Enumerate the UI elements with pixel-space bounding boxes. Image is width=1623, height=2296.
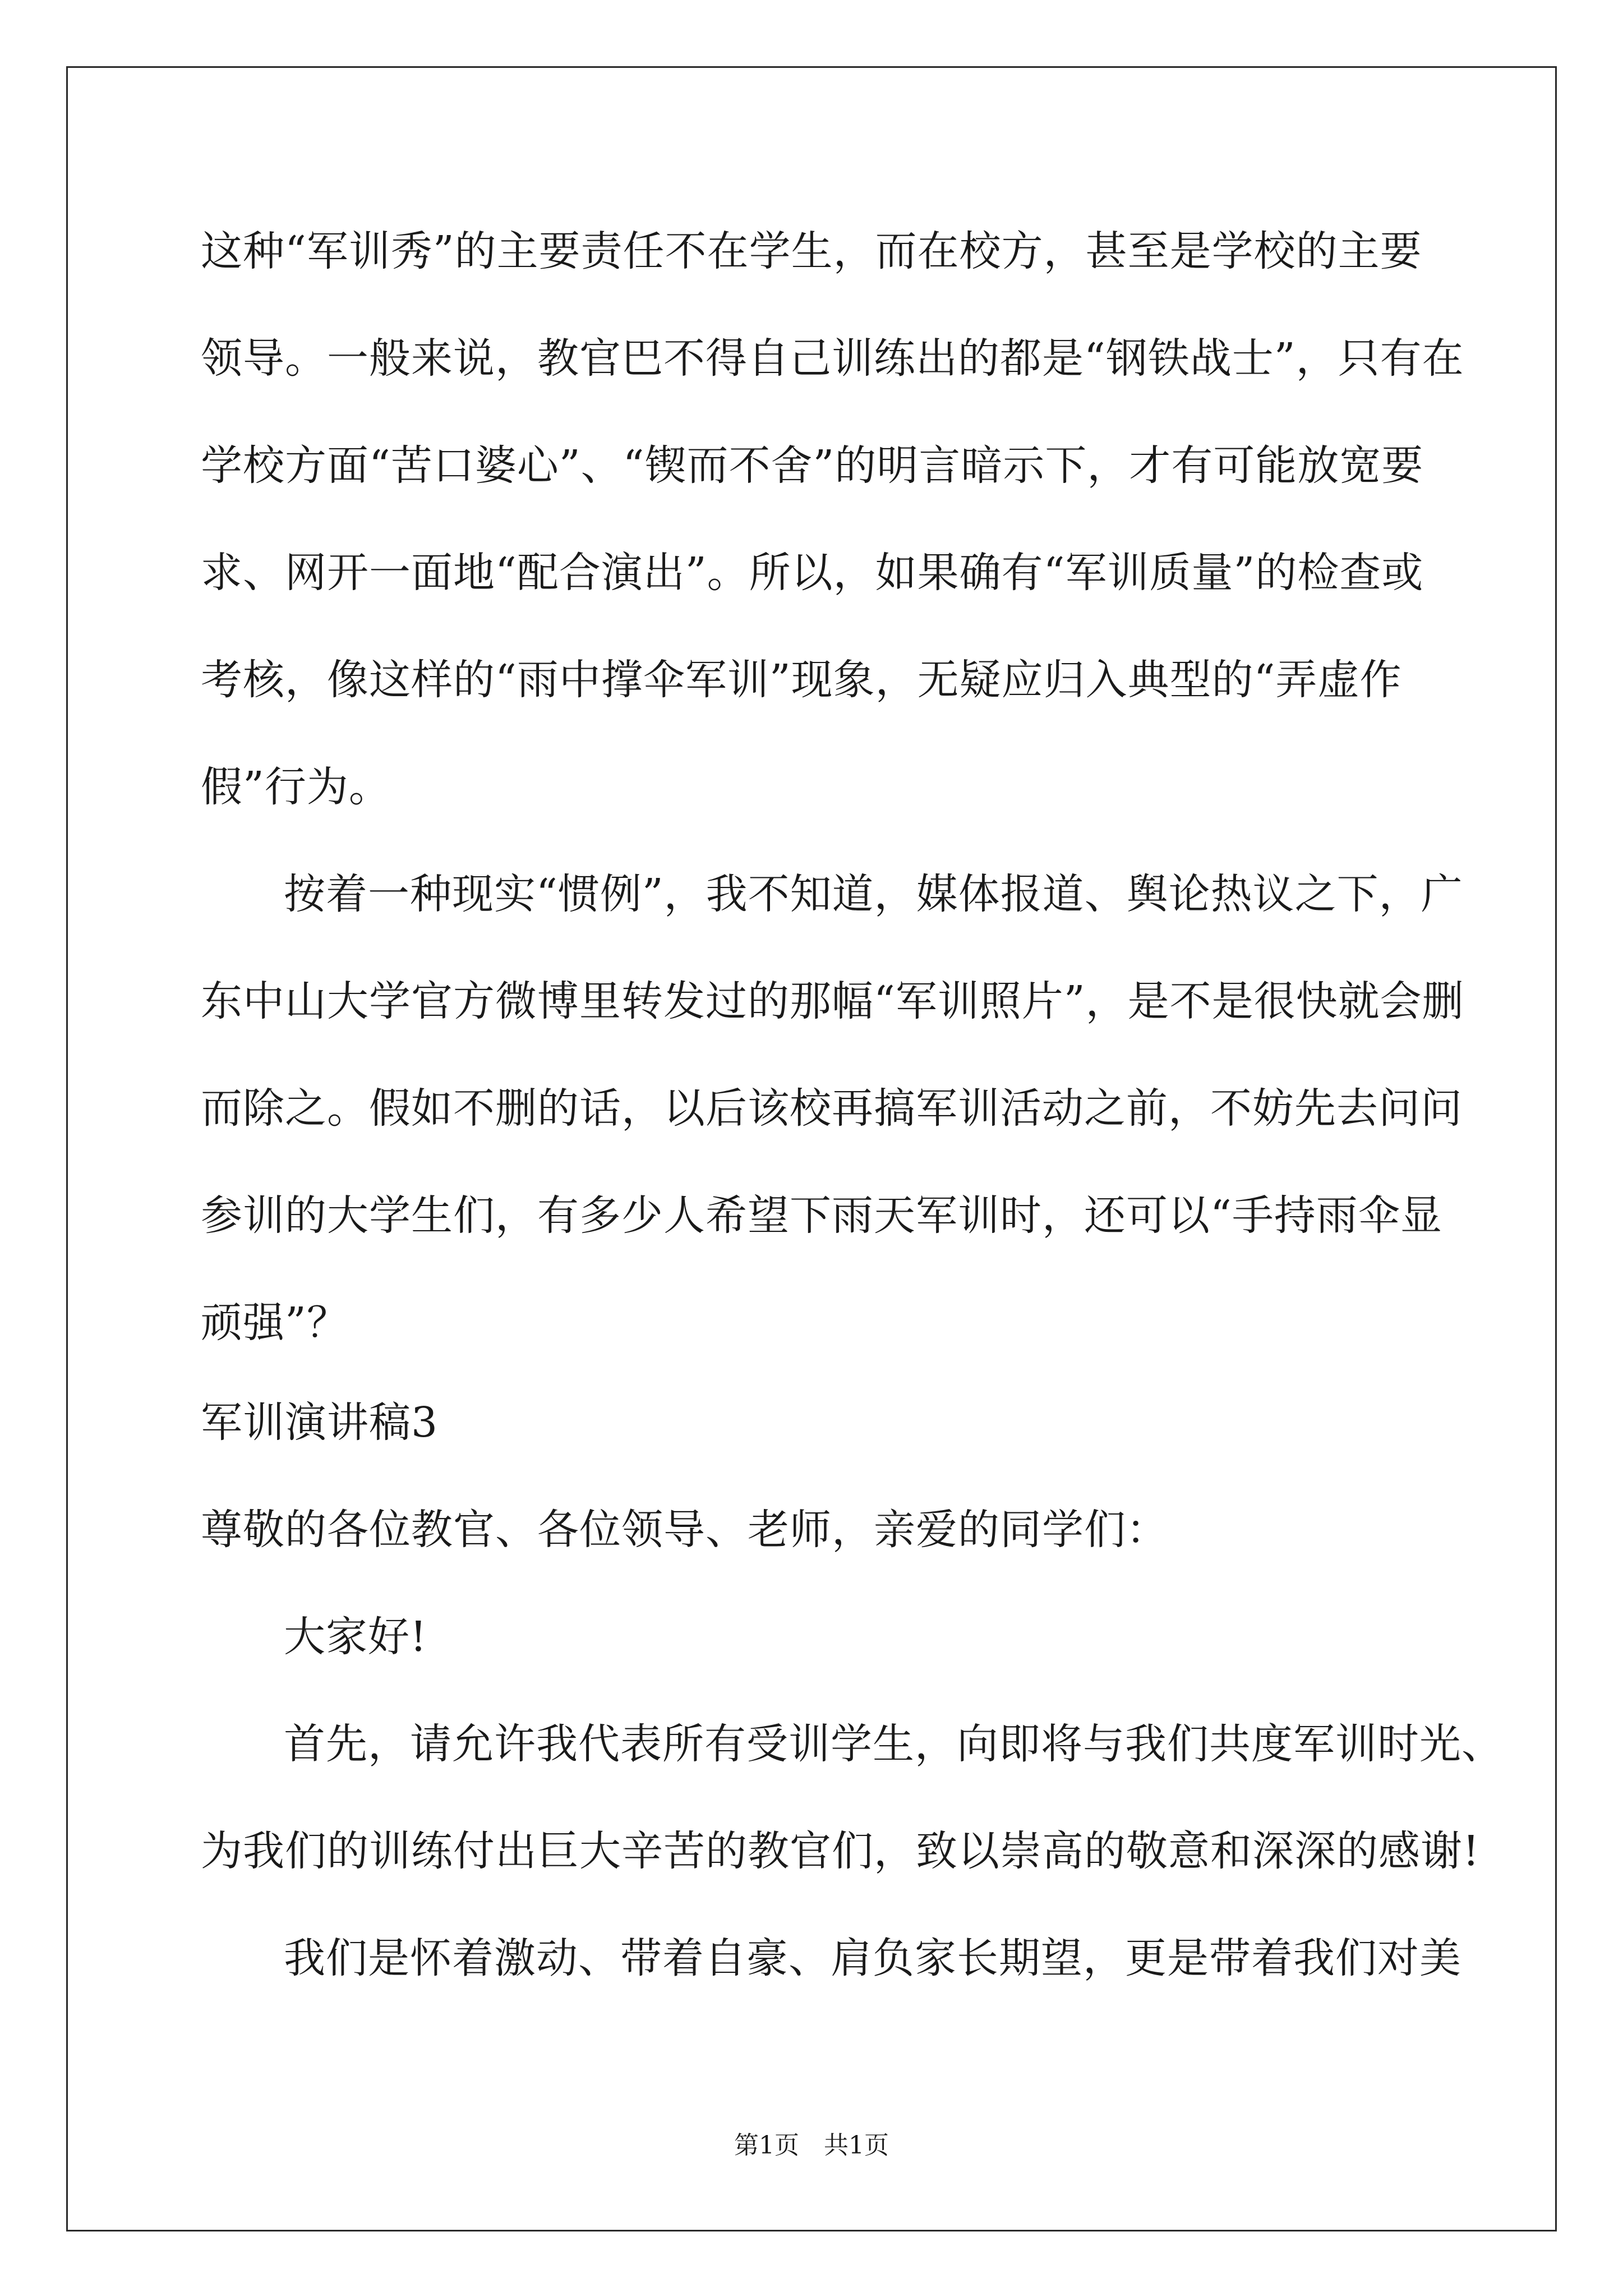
salutation: 尊敬的各位教官、各位领导、老师，亲爱的同学们： <box>201 1506 1168 1554</box>
paragraph-1-line-2: 领导。一般来说，教官巴不得自己训练出的都是“钢铁战士”，只有在 <box>201 334 1464 383</box>
paragraph-4-line-1: 我们是怀着激动、带着自豪、肩负家长期望，更是带着我们对美 <box>284 1934 1461 1982</box>
paragraph-1-line-6: 假”行为。 <box>201 763 391 811</box>
paragraph-3-line-2: 为我们的训练付出巨大辛苦的教官们，致以崇高的敬意和深深的感谢! <box>201 1827 1480 1875</box>
paragraph-1-line-3: 学校方面“苦口婆心”、“锲而不舍”的明言暗示下，才有可能放宽要 <box>201 441 1424 490</box>
greeting: 大家好! <box>284 1613 427 1661</box>
section-title: 军训演讲稿3 <box>201 1398 439 1447</box>
paragraph-2-line-4: 参训的大学生们，有多少人希望下雨天军训时，还可以“手持雨伞显 <box>201 1191 1442 1240</box>
paragraph-3-line-1: 首先，请允许我代表所有受训学生，向即将与我们共度军训时光、 <box>284 1720 1504 1768</box>
paragraph-2-line-3: 而除之。假如不删的话，以后该校再搞军训活动之前，不妨先去问问 <box>201 1084 1463 1133</box>
paragraph-1-line-4: 求、网开一面地“配合演出”。所以，如果确有“军训质量”的检查或 <box>201 549 1424 597</box>
paragraph-1-line-1: 这种“军训秀”的主要责任不在学生，而在校方，甚至是学校的主要 <box>201 227 1422 275</box>
page-footer: 第1页 共1页 <box>734 2131 889 2160</box>
page-border <box>66 66 1557 2231</box>
paragraph-2-line-2: 东中山大学官方微博里转发过的那幅“军训照片”，是不是很快就会删 <box>201 977 1464 1025</box>
paragraph-2-line-1: 按着一种现实“惯例”，我不知道，媒体报道、舆论热议之下，广 <box>284 870 1463 918</box>
paragraph-1-line-5: 考核，像这样的“雨中撑伞军训”现象，无疑应归入典型的“弄虚作 <box>201 656 1402 704</box>
paragraph-2-line-5: 顽强”？ <box>201 1299 349 1347</box>
